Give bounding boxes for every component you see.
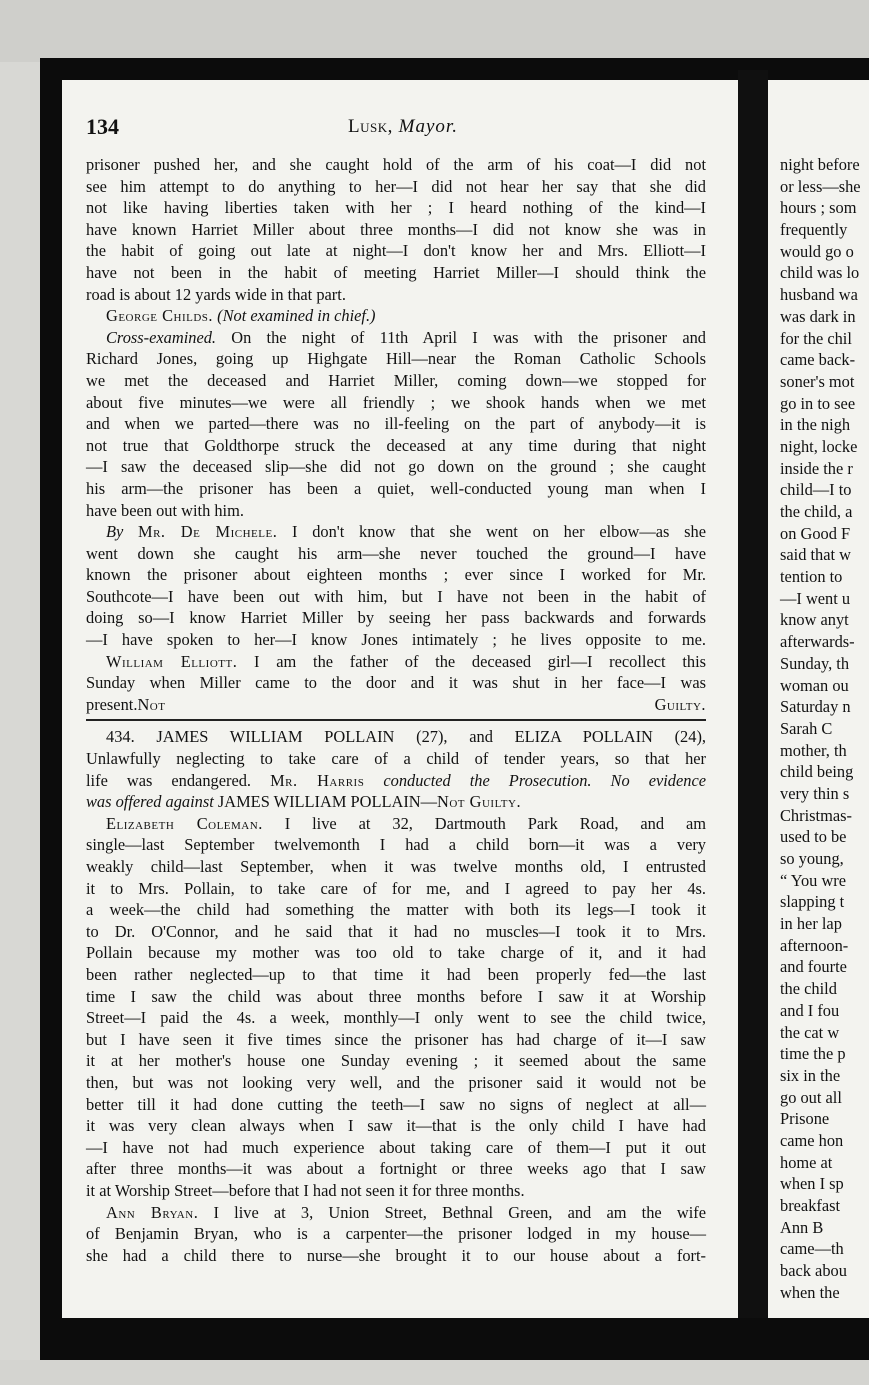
next-page-line: child was lo	[780, 263, 860, 283]
text-run: Elizabeth Coleman.	[106, 813, 263, 833]
text-run: conducted the Prosecution. No evidence	[364, 770, 707, 790]
text-line	[86, 392, 706, 414]
next-page-line: home at	[780, 1152, 833, 1172]
text-run: —I saw the deceased slip—she did not go down on the ground ; she caught	[86, 457, 706, 477]
book-page	[62, 80, 738, 1320]
next-page-line: when I sp	[780, 1174, 844, 1194]
text-line	[86, 964, 706, 986]
text-run: Unlawfully neglecting to take care of a child of tender years, so that her	[86, 749, 706, 769]
text-run: Mr. Harris	[270, 770, 365, 790]
text-run: see him attempt to do anything to her—I did not hear her say that she did	[86, 176, 706, 196]
text-run: then, but was not looking very well, and the prisoner said it would not be	[86, 1072, 706, 1092]
next-page-line: the child, a	[780, 502, 853, 521]
text-run: to Dr. O'Connor, and he said that it had no muscles—I took it to Mrs.	[86, 921, 706, 941]
scan-top-margin	[0, 0, 869, 62]
text-run: I live at 32, Dartmouth Park Road, and am	[262, 813, 706, 833]
text-run: life was endangered.	[86, 770, 271, 790]
text-run: it at her mother's house one Sunday evening ; it seemed about the same	[86, 1051, 706, 1071]
next-page-line: go in to see	[780, 393, 856, 413]
text-line	[86, 651, 706, 673]
next-page-line: know anyt	[780, 610, 849, 630]
next-page-text	[768, 154, 861, 1303]
next-page-line: breakfast	[780, 1196, 841, 1215]
text-run: was offered against	[86, 792, 218, 812]
text-line	[86, 240, 706, 262]
text-line	[86, 986, 706, 1008]
text-run: prisoner pushed her, and she caught hold of the arm of his coat—I did not	[86, 155, 706, 174]
text-line	[86, 899, 706, 921]
text-run: JAMES WILLIAM POLLAIN—	[217, 792, 438, 812]
text-line	[86, 1072, 706, 1094]
scan-bottom-border	[40, 1318, 869, 1363]
next-page-line: Christmas-	[780, 805, 852, 825]
text-line	[86, 1137, 706, 1159]
text-run: George Childs.	[106, 306, 214, 326]
text-run: but I have seen it five times since the prisoner has had charge of it—I saw	[86, 1029, 706, 1049]
text-line	[86, 327, 706, 349]
text-line	[86, 1029, 706, 1051]
text-run: weakly child—last September, when it was twelve months old, I entrusted	[86, 857, 706, 876]
text-run: known the prisoner about eighteen months ; ever since I worked for Mr.	[86, 565, 706, 585]
next-page-line: so young,	[780, 849, 844, 868]
text-run: Not Guilty.	[137, 694, 706, 714]
text-line	[86, 834, 706, 856]
text-line	[86, 726, 706, 748]
text-run: she had a child there to nurse—she brought it to our house about a fort-	[86, 1245, 706, 1265]
next-page-line: woman ou	[780, 675, 849, 695]
next-page-line: night before	[780, 155, 860, 174]
text-line	[86, 1223, 706, 1245]
text-run: a week—the child had something the matter with both its legs—I took it	[86, 900, 706, 920]
next-page-line: for the chil	[780, 328, 852, 348]
text-run: I don't know that she went on her elbow—as she	[277, 522, 706, 542]
next-page-line: said that w	[780, 545, 852, 565]
text-run: it was very clean always when I saw it—that is the only child I have had	[86, 1116, 706, 1136]
next-page-line: on Good F	[780, 523, 851, 543]
text-line	[86, 370, 706, 392]
next-page-line: Ann B	[780, 1217, 824, 1237]
text-run: it at Worship Street—before that I had not seen it for three months.	[86, 1180, 525, 1200]
text-run: went down she caught his arm—she never touched the ground—I have	[86, 543, 706, 563]
next-page-line: child being	[780, 762, 854, 782]
text-line	[86, 878, 706, 900]
running-head-name: Lusk,	[348, 116, 393, 137]
text-run: not true that Goldthorpe struck the deceased at any time during that night	[86, 435, 706, 455]
text-run: On the night of 11th April I was with the prisoner and	[216, 327, 706, 347]
next-page-line: used to be	[780, 827, 847, 847]
text-run: the habit of going out late at night—I don't know her and Mrs. Elliott—I	[86, 241, 706, 261]
section-rule	[86, 719, 706, 721]
text-run: Pollain because my mother was too old to take charge of it, and it had	[86, 943, 706, 963]
scan-bottom-margin	[0, 1360, 869, 1385]
text-line	[86, 197, 706, 219]
text-run: doing so—I know Harriet Miller by seeing her pass backwards and forwards	[86, 608, 706, 628]
running-head	[86, 116, 720, 138]
text-run: after three months—it was about a fortnight or three weeks ago that I saw	[86, 1159, 706, 1179]
scan-left-border	[40, 58, 62, 1348]
text-run: William Elliott.	[106, 651, 238, 671]
text-line	[86, 629, 706, 651]
next-page-line: —I went u	[780, 588, 851, 608]
text-run: have known Harriet Miller about three months—I did not know she was in	[86, 219, 706, 239]
next-page-line: go out all	[780, 1087, 842, 1107]
text-run: his arm—the prisoner has been a quiet, well-conducted young man when I	[86, 478, 706, 498]
next-page-line: Sarah C	[780, 718, 833, 738]
text-line	[86, 942, 706, 964]
text-line	[86, 543, 706, 565]
text-run: have not been in the habit of meeting Harriet Miller—I should think the	[86, 262, 706, 282]
text-run: road is about 12 yards wide in that part.	[86, 284, 346, 304]
text-run: not like having liberties taken with her ; I heard nothing of the kind—I	[86, 198, 706, 218]
next-page-line: child—I to	[780, 480, 852, 500]
text-run: Cross-examined.	[106, 327, 217, 347]
text-run: time I saw the child was about three months before I saw it at Worship	[86, 986, 706, 1006]
next-page-line: the child	[780, 979, 837, 999]
next-page-line: very thin s	[780, 783, 850, 803]
text-line	[86, 348, 706, 370]
text-run: Street—I paid the 4s. a week, monthly—I only went to see the child twice,	[86, 1008, 706, 1028]
next-page-line: mother, th	[780, 740, 847, 760]
next-page-line: time the p	[780, 1044, 846, 1064]
text-run: I live at 3, Union Street, Bethnal Green, and am the wife	[198, 1202, 706, 1222]
next-page-line: hours ; som	[780, 198, 857, 218]
text-line	[86, 284, 706, 306]
next-page-line: tention to	[780, 567, 843, 587]
text-line	[86, 586, 706, 608]
text-run: we met the deceased and Harriet Miller, coming down—we stopped for	[86, 370, 706, 390]
text-line	[86, 176, 706, 198]
text-run: been rather neglected—up to that time it had been properly fed—the last	[86, 964, 706, 984]
next-page-line: came back-	[780, 350, 856, 370]
text-line	[86, 813, 706, 835]
text-line	[86, 1094, 706, 1116]
next-page-line: or less—she	[780, 176, 861, 196]
text-line	[86, 607, 706, 629]
text-run: present.	[86, 694, 138, 714]
text-run: and when we parted—there was no ill-feeling on the part of anybody—it is	[86, 414, 706, 434]
text-line	[86, 564, 706, 586]
text-run: (Not examined in chief.)	[217, 306, 376, 326]
page-number: 134	[86, 114, 119, 139]
next-page-line: and I fou	[780, 1000, 840, 1020]
text-line	[86, 1180, 706, 1202]
next-page-line: Prisone	[780, 1109, 830, 1129]
next-page-line: would go o	[780, 241, 854, 261]
next-page-line: slapping t	[780, 892, 845, 912]
text-line	[86, 1007, 706, 1029]
next-page-line: was dark in	[780, 306, 856, 326]
text-run: about five minutes—we were all friendly ; we shook hands when we met	[86, 392, 706, 412]
text-run: By	[106, 522, 139, 542]
text-line	[86, 456, 706, 478]
next-page-line: six in the	[780, 1065, 841, 1085]
next-page-line: frequently	[780, 220, 848, 240]
next-page-line: the cat w	[780, 1022, 840, 1042]
text-run: 434. JAMES WILLIAM POLLAIN (27), and ELIZA POLLAIN (24),	[106, 727, 706, 747]
text-line	[86, 305, 706, 327]
next-page-line: night, locke	[780, 436, 858, 456]
text-run: it to Mrs. Pollain, to take care of for me, and I agreed to pay her 4s.	[86, 878, 706, 898]
text-line	[86, 694, 706, 716]
text-run: —I have not had much experience about taking care of them—I put it out	[86, 1137, 706, 1157]
text-line	[86, 1158, 706, 1180]
text-line	[86, 1202, 706, 1224]
text-line	[86, 435, 706, 457]
text-run: single—last September twelvemonth I had a child born—it was a very	[86, 835, 706, 855]
next-page-line: when the	[780, 1282, 840, 1302]
text-run: Sunday when Miller came to the door and it was shut in her face—I was	[86, 673, 706, 693]
text-line	[86, 921, 706, 943]
text-line	[86, 770, 706, 792]
text-line	[86, 154, 706, 176]
next-page-line: inside the r	[780, 458, 853, 478]
page-header	[86, 114, 720, 144]
text-line	[86, 1050, 706, 1072]
page-body-text	[86, 154, 706, 1266]
text-line	[86, 856, 706, 878]
next-page-line: soner's mot	[780, 371, 855, 391]
next-page-line: afternoon-	[780, 935, 849, 955]
text-line	[86, 262, 706, 284]
text-line	[86, 1115, 706, 1137]
book-gutter	[738, 70, 768, 1330]
next-page-line: came hon	[780, 1130, 844, 1150]
next-page-line: in the nigh	[780, 415, 851, 435]
text-line	[86, 478, 706, 500]
text-run: Richard Jones, going up Highgate Hill—near the Roman Catholic Schools	[86, 349, 706, 369]
next-page-line: afterwards-	[780, 632, 855, 652]
next-page-line: Saturday n	[780, 697, 851, 717]
text-run: Mr. De Michele.	[138, 522, 278, 542]
next-page-line: back abou	[780, 1261, 847, 1281]
text-run: Not Guilty.	[437, 792, 522, 812]
text-line	[86, 521, 706, 543]
text-line	[86, 219, 706, 241]
next-page-line: and fourte	[780, 957, 847, 977]
text-run: better till it had done cutting the teeth—I saw no signs of neglect at all—	[86, 1094, 706, 1114]
next-page-line: came—th	[780, 1239, 844, 1259]
text-run: I am the father of the deceased girl—I recollect this	[237, 651, 707, 671]
text-line	[86, 413, 706, 435]
text-run: —I have spoken to her—I know Jones intimately ; he lives opposite to me.	[86, 630, 706, 650]
next-page-line: husband wa	[780, 285, 858, 305]
text-run: Ann Bryan.	[106, 1202, 199, 1222]
text-run: of Benjamin Bryan, who is a carpenter—the prisoner lodged in my house—	[86, 1224, 706, 1244]
text-line	[86, 500, 706, 522]
text-line	[86, 672, 706, 694]
text-run: Southcote—I have been out with him, but I have not been in the habit of	[86, 586, 706, 606]
next-page-line: “ You wre	[780, 870, 847, 890]
next-page-line: Sunday, th	[780, 653, 850, 673]
text-line	[86, 1245, 706, 1267]
text-run: have been out with him.	[86, 500, 244, 520]
next-page-fragment	[768, 80, 869, 1320]
text-line	[86, 748, 706, 770]
next-page-line: in her lap	[780, 914, 842, 934]
running-head-title: Mayor.	[398, 116, 458, 137]
text-line	[86, 791, 706, 813]
